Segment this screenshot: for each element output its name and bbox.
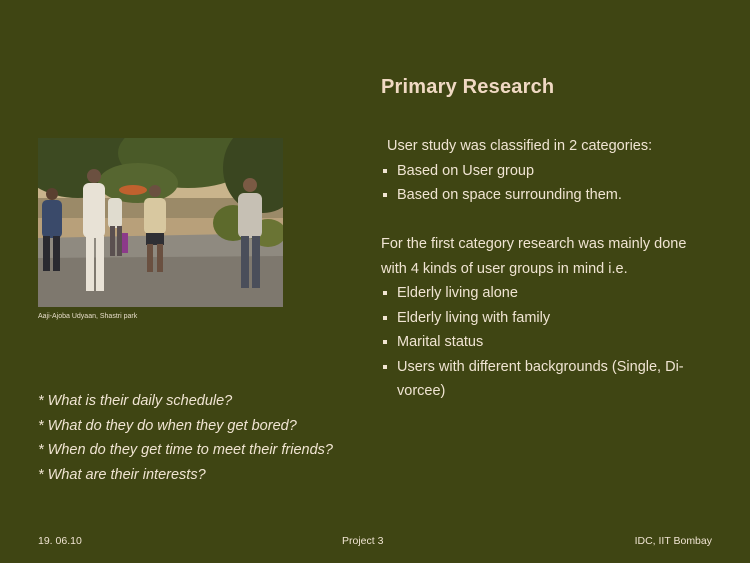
photo-caption: Aaji-Ajoba Udyaan, Shastri park: [38, 313, 138, 320]
question-item: * What do they do when they get bored?: [38, 417, 297, 434]
footer-project: Project 3: [342, 535, 384, 547]
footer-date: 19. 06.10: [38, 535, 82, 547]
list-item: Users with different backgrounds (Single, Di-vorcee): [381, 355, 711, 404]
park-photo: [38, 138, 283, 307]
list-item: Elderly living with family: [381, 306, 711, 331]
paragraph-text: For the first category research was mainly done with 4 kinds of user groups in mind i.e.: [381, 236, 687, 277]
list-item: Based on space surrounding them.: [381, 183, 711, 208]
research-content: [381, 134, 711, 404]
list-item: Marital status: [381, 330, 711, 355]
user-group-list: [381, 281, 711, 404]
question-item: * What is their daily schedule?: [38, 393, 233, 409]
question-item: * When do they get time to meet their friends?: [38, 442, 333, 458]
footer-institute: IDC, IIT Bombay: [634, 535, 712, 547]
question-list: [38, 389, 358, 487]
question-item: * What are their interests?: [38, 466, 206, 483]
list-item: Based on User group: [381, 159, 711, 184]
slide-title: Primary Research: [381, 76, 555, 98]
list-item: Elderly living alone: [381, 281, 711, 306]
intro-text: User study was classified in 2 categories:: [387, 138, 653, 154]
category-list: [381, 159, 711, 208]
